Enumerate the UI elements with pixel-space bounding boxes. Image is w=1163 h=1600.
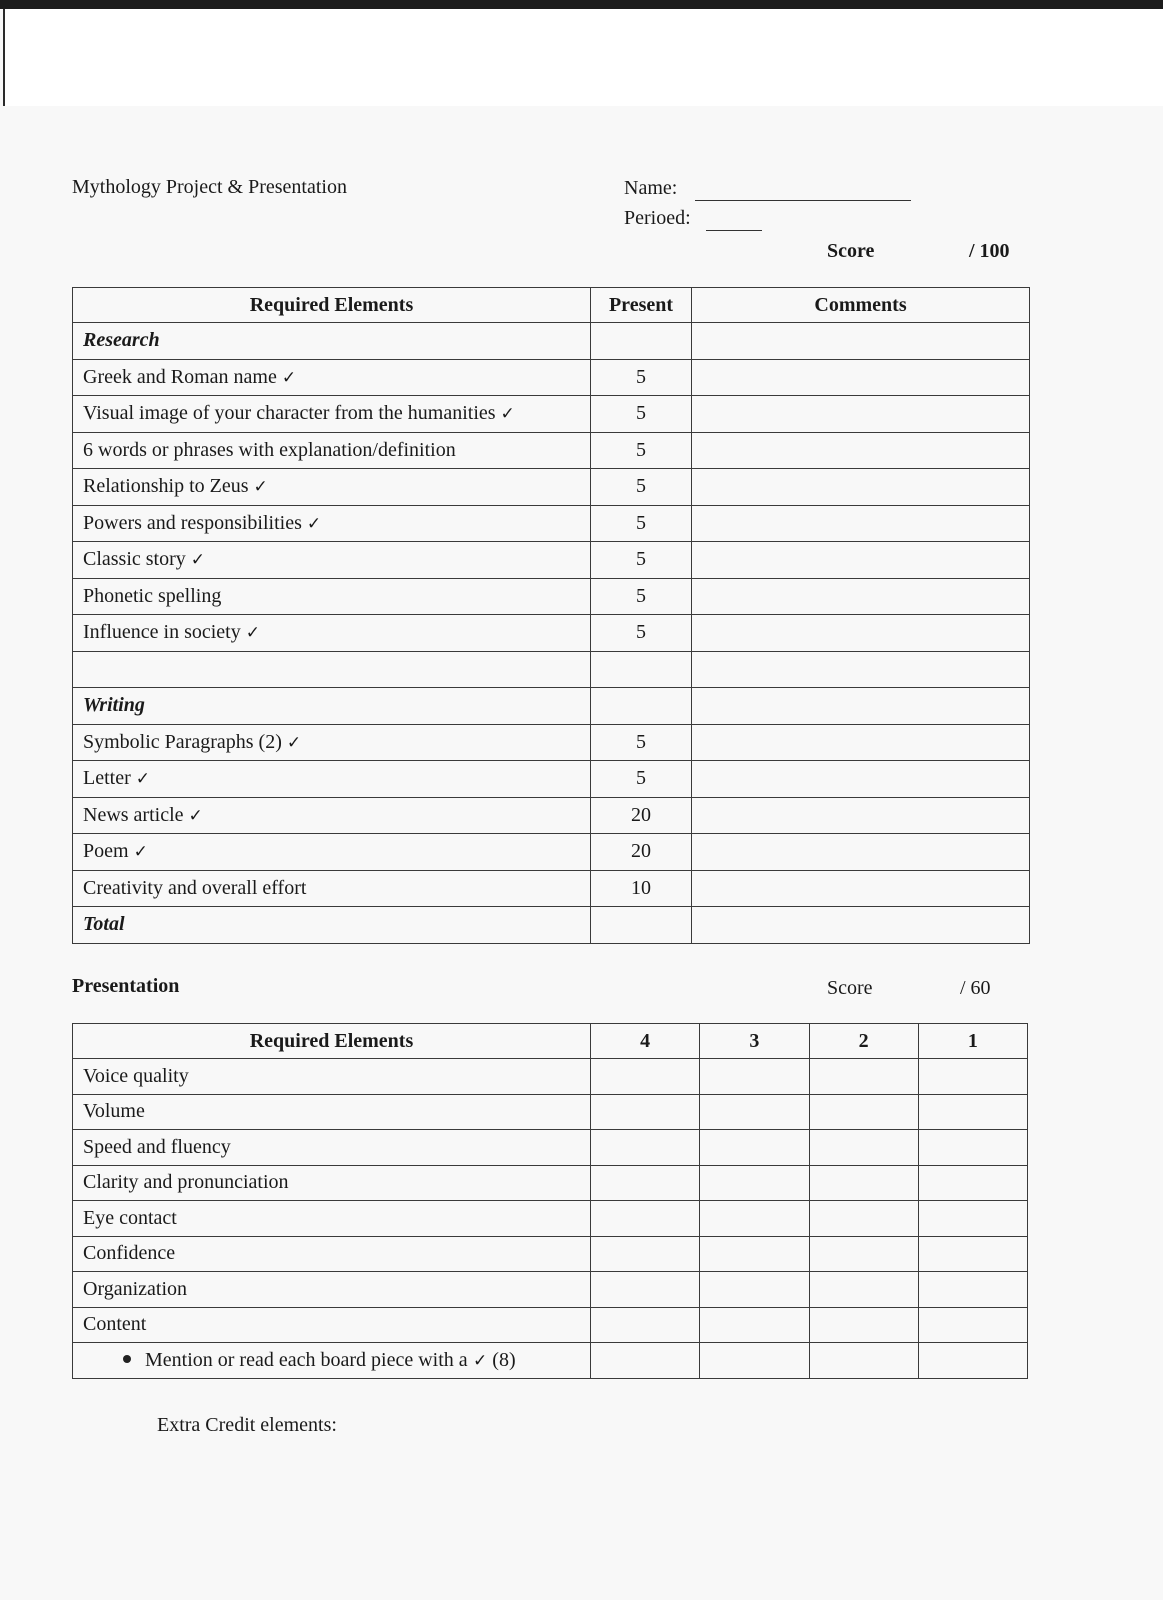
table-row [73,1236,1028,1272]
table-row [73,359,1030,396]
table-row [73,578,1030,615]
element-label: News article [83,803,184,826]
bullet-text: Mention or read each board piece with a [145,1348,468,1371]
table-row [73,505,1030,542]
present-points-cell[interactable]: 5 [591,724,692,761]
element-label: Poem [83,840,129,863]
score-cell-3[interactable] [700,1272,809,1308]
score-cell-3[interactable] [700,1307,809,1343]
table-row [73,542,1030,579]
table-header-row [73,1024,1028,1059]
table-row [73,651,1030,688]
present-points-cell[interactable]: 5 [591,542,692,579]
criterion-cell: Confidence [73,1236,591,1272]
element-cell [73,469,591,506]
element-label: Relationship to Zeus [83,475,249,498]
element-cell [73,870,591,907]
present-points-cell[interactable]: 5 [591,761,692,798]
comment-cell[interactable] [692,688,1030,725]
element-label: Greek and Roman name [83,365,277,388]
column-header-score-3: 3 [700,1024,809,1059]
present-points-cell[interactable]: 10 [591,870,692,907]
bullet-row [73,1343,1028,1379]
score-cell-4[interactable] [591,1130,700,1166]
score-cell-4[interactable] [591,1307,700,1343]
bullet-criterion-cell [73,1343,591,1379]
score-cell-4[interactable] [591,1343,700,1379]
comment-cell[interactable] [692,432,1030,469]
criterion-cell: Content [73,1307,591,1343]
score-cell-4[interactable] [591,1059,700,1095]
column-header-present: Present [591,288,692,323]
element-label: 6 words or phrases with explanation/definition [83,438,456,461]
period-field-line[interactable] [706,230,762,231]
extra-credit-label: Extra Credit elements: [157,1414,337,1436]
checkmark-icon: ✓ [500,404,515,425]
bullet-icon [123,1355,131,1363]
present-points-cell[interactable]: 5 [591,396,692,433]
bullet-suffix: (8) [487,1348,516,1371]
score-cell-1[interactable] [918,1165,1027,1201]
period-label: Perioed: [624,207,691,229]
score-cell-1[interactable] [918,1094,1027,1130]
score-cell-1[interactable] [918,1307,1027,1343]
presentation-score-label: Score [827,977,873,999]
checkmark-icon: ✓ [190,550,206,571]
score-cell-3[interactable] [700,1130,809,1166]
score-cell-2[interactable] [809,1165,918,1201]
present-points-cell[interactable]: 20 [591,834,692,871]
checkmark-icon: ✓ [467,1350,488,1371]
criterion-cell: Eye contact [73,1201,591,1237]
presentation-heading: Presentation [72,975,180,997]
score-cell-1[interactable] [918,1130,1027,1166]
comment-cell[interactable] [692,505,1030,542]
score-cell-3[interactable] [700,1201,809,1237]
element-cell [73,505,591,542]
checkmark-icon: ✓ [133,842,148,863]
checkmark-icon: ✓ [306,513,322,534]
element-label: Symbolic Paragraphs (2) [83,730,287,753]
table-row [73,1165,1028,1201]
present-points-cell[interactable]: 5 [591,578,692,615]
element-cell [73,396,591,433]
element-cell [73,359,591,396]
element-cell [73,542,591,579]
element-cell [73,651,591,688]
present-points-cell[interactable]: 5 [591,432,692,469]
element-label: Classic story [83,548,186,571]
element-cell [73,578,591,615]
present-points-cell[interactable]: 5 [591,359,692,396]
table-row [73,761,1030,798]
project-score-label: Score [827,240,875,262]
present-points-cell[interactable] [591,651,692,688]
score-cell-4[interactable] [591,1094,700,1130]
score-cell-2[interactable] [809,1130,918,1166]
score-cell-1[interactable] [918,1201,1027,1237]
table-row [73,1059,1028,1095]
name-field-line[interactable] [695,200,911,201]
comment-cell[interactable] [692,359,1030,396]
project-rubric-table [72,287,1030,944]
comment-cell[interactable] [692,724,1030,761]
score-cell-3[interactable] [700,1094,809,1130]
element-label: Phonetic spelling [83,584,222,607]
score-cell-2[interactable] [809,1307,918,1343]
score-cell-3[interactable] [700,1165,809,1201]
element-label: Letter [83,767,131,790]
score-cell-4[interactable] [591,1165,700,1201]
section-label: Writing [73,688,591,725]
element-label: Visual image of your character from the humanities [83,402,496,425]
scanner-margin-strip [3,9,1163,107]
comment-cell[interactable] [692,323,1030,360]
comment-cell[interactable] [692,578,1030,615]
comment-cell[interactable] [692,651,1030,688]
comment-cell[interactable] [692,396,1030,433]
column-header-score-4: 4 [591,1024,700,1059]
criterion-cell: Voice quality [73,1059,591,1095]
total-comment-cell[interactable] [692,907,1030,944]
comment-cell[interactable] [692,542,1030,579]
comment-cell[interactable] [692,469,1030,506]
column-header-score-2: 2 [809,1024,918,1059]
score-cell-1[interactable] [918,1343,1027,1379]
table-row [73,1307,1028,1343]
table-row [73,834,1030,871]
scanner-edge-bar [0,0,1163,9]
score-cell-3[interactable] [700,1059,809,1095]
table-row [73,870,1030,907]
comment-cell[interactable] [692,834,1030,871]
table-row [73,1272,1028,1308]
present-points-cell[interactable]: 5 [591,469,692,506]
present-cell[interactable] [591,688,692,725]
score-cell-2[interactable] [809,1343,918,1379]
checkmark-icon: ✓ [245,623,260,644]
score-cell-1[interactable] [918,1059,1027,1095]
score-cell-2[interactable] [809,1236,918,1272]
column-header-required-elements: Required Elements [73,1024,591,1059]
comment-cell[interactable] [692,615,1030,652]
checkmark-icon: ✓ [281,367,297,388]
checkmark-icon: ✓ [253,477,268,498]
present-points-cell[interactable]: 5 [591,505,692,542]
name-label: Name: [624,177,678,199]
document-title: Mythology Project & Presentation [72,176,347,198]
element-cell [73,797,591,834]
section-label: Research [73,323,591,360]
criterion-cell: Organization [73,1272,591,1308]
section-row-research [73,323,1030,360]
element-label: Powers and responsibilities [83,511,302,534]
table-row [73,615,1030,652]
checkmark-icon: ✓ [135,769,150,790]
criterion-cell: Volume [73,1094,591,1130]
table-row [73,1094,1028,1130]
criterion-cell: Speed and fluency [73,1130,591,1166]
comment-cell[interactable] [692,870,1030,907]
element-label: Influence in society [83,621,241,644]
score-cell-3[interactable] [700,1343,809,1379]
element-cell [73,615,591,652]
element-cell [73,724,591,761]
element-cell [73,834,591,871]
total-row [73,907,1030,944]
element-cell [73,432,591,469]
score-cell-4[interactable] [591,1201,700,1237]
score-cell-4[interactable] [591,1272,700,1308]
element-cell [73,761,591,798]
total-present-cell[interactable] [591,907,692,944]
column-header-comments: Comments [692,288,1030,323]
score-cell-2[interactable] [809,1272,918,1308]
score-cell-2[interactable] [809,1059,918,1095]
table-header-row [73,288,1030,323]
presentation-rubric-table [72,1023,1028,1379]
comment-cell[interactable] [692,797,1030,834]
project-score-total: / 100 [969,240,1010,262]
present-points-cell[interactable]: 5 [591,615,692,652]
total-label: Total [73,907,591,944]
table-row [73,1130,1028,1166]
table-row [73,797,1030,834]
present-points-cell[interactable]: 20 [591,797,692,834]
table-row [73,432,1030,469]
score-cell-4[interactable] [591,1236,700,1272]
column-header-required-elements: Required Elements [73,288,591,323]
score-cell-2[interactable] [809,1094,918,1130]
table-row [73,396,1030,433]
checkmark-icon: ✓ [188,805,203,826]
column-header-score-1: 1 [918,1024,1027,1059]
comment-cell[interactable] [692,761,1030,798]
section-row-writing [73,688,1030,725]
table-row [73,469,1030,506]
element-label: Creativity and overall effort [83,876,307,899]
criterion-cell: Clarity and pronunciation [73,1165,591,1201]
score-cell-1[interactable] [918,1272,1027,1308]
score-cell-1[interactable] [918,1236,1027,1272]
table-row [73,1201,1028,1237]
score-cell-2[interactable] [809,1201,918,1237]
score-cell-3[interactable] [700,1236,809,1272]
presentation-score-total: / 60 [960,977,991,999]
present-cell[interactable] [591,323,692,360]
table-row [73,724,1030,761]
checkmark-icon: ✓ [286,732,302,753]
